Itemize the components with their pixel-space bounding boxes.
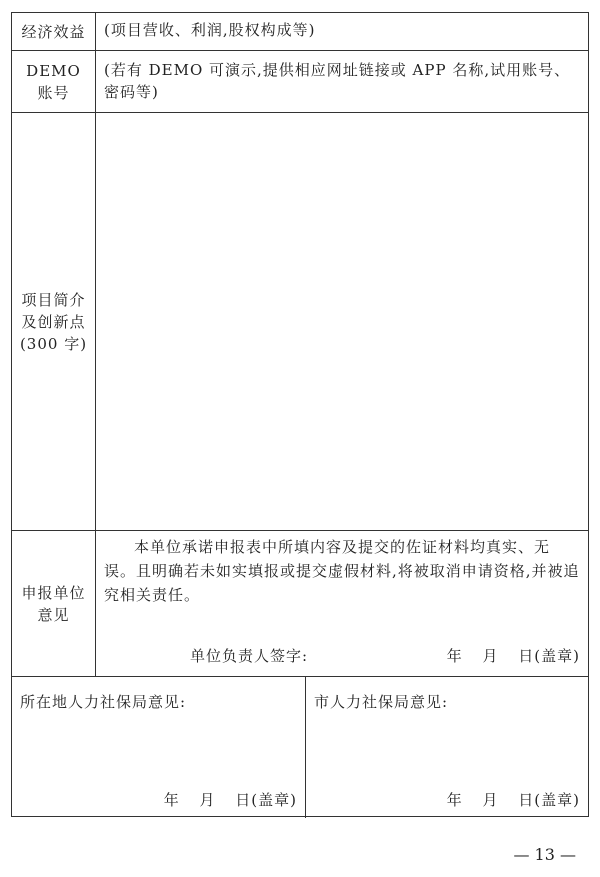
page-number: — 13 — xyxy=(513,845,576,864)
economic-benefit-label: 经济效益 xyxy=(12,13,96,50)
local-bureau-opinion-cell[interactable] xyxy=(12,677,306,818)
demo-account-row xyxy=(12,51,588,113)
commitment-statement: 本单位承诺申报表中所填内容及提交的佐证材料均真实、无误。且明确若未如实填报或提交虚假材料,将被取消申请资格,并被追究相关责任。 xyxy=(104,538,580,604)
demo-account-field[interactable]: (若有 DEMO 可演示,提供相应网址链接或 APP 名称,试用账号、密码等) xyxy=(104,61,571,101)
project-intro-row xyxy=(12,113,588,531)
local-bureau-date-seal: 年 月 日(盖章) xyxy=(163,791,297,809)
city-bureau-opinion-title: 市人力社保局意见: xyxy=(314,693,449,711)
project-intro-label: 项目简介 及创新点 (300 字) xyxy=(12,113,96,530)
economic-benefit-row xyxy=(12,13,588,51)
local-bureau-opinion-title: 所在地人力社保局意见: xyxy=(20,693,187,711)
city-bureau-date-seal: 年 月 日(盖章) xyxy=(446,791,580,809)
bureau-opinion-row xyxy=(12,677,588,818)
demo-account-label: DEMO 账号 xyxy=(12,51,96,112)
applicant-opinion-label: 申报单位 意见 xyxy=(12,531,96,676)
project-intro-field[interactable] xyxy=(96,113,588,530)
economic-benefit-field[interactable]: (项目营收、利润,股权构成等) xyxy=(104,21,316,39)
responsible-person-signature-label: 单位负责人签字: xyxy=(190,647,309,665)
applicant-opinion-row xyxy=(12,531,588,677)
city-bureau-opinion-cell[interactable] xyxy=(306,677,588,818)
applicant-date-seal: 年 月 日(盖章) xyxy=(446,647,580,665)
application-form-table xyxy=(11,12,589,817)
